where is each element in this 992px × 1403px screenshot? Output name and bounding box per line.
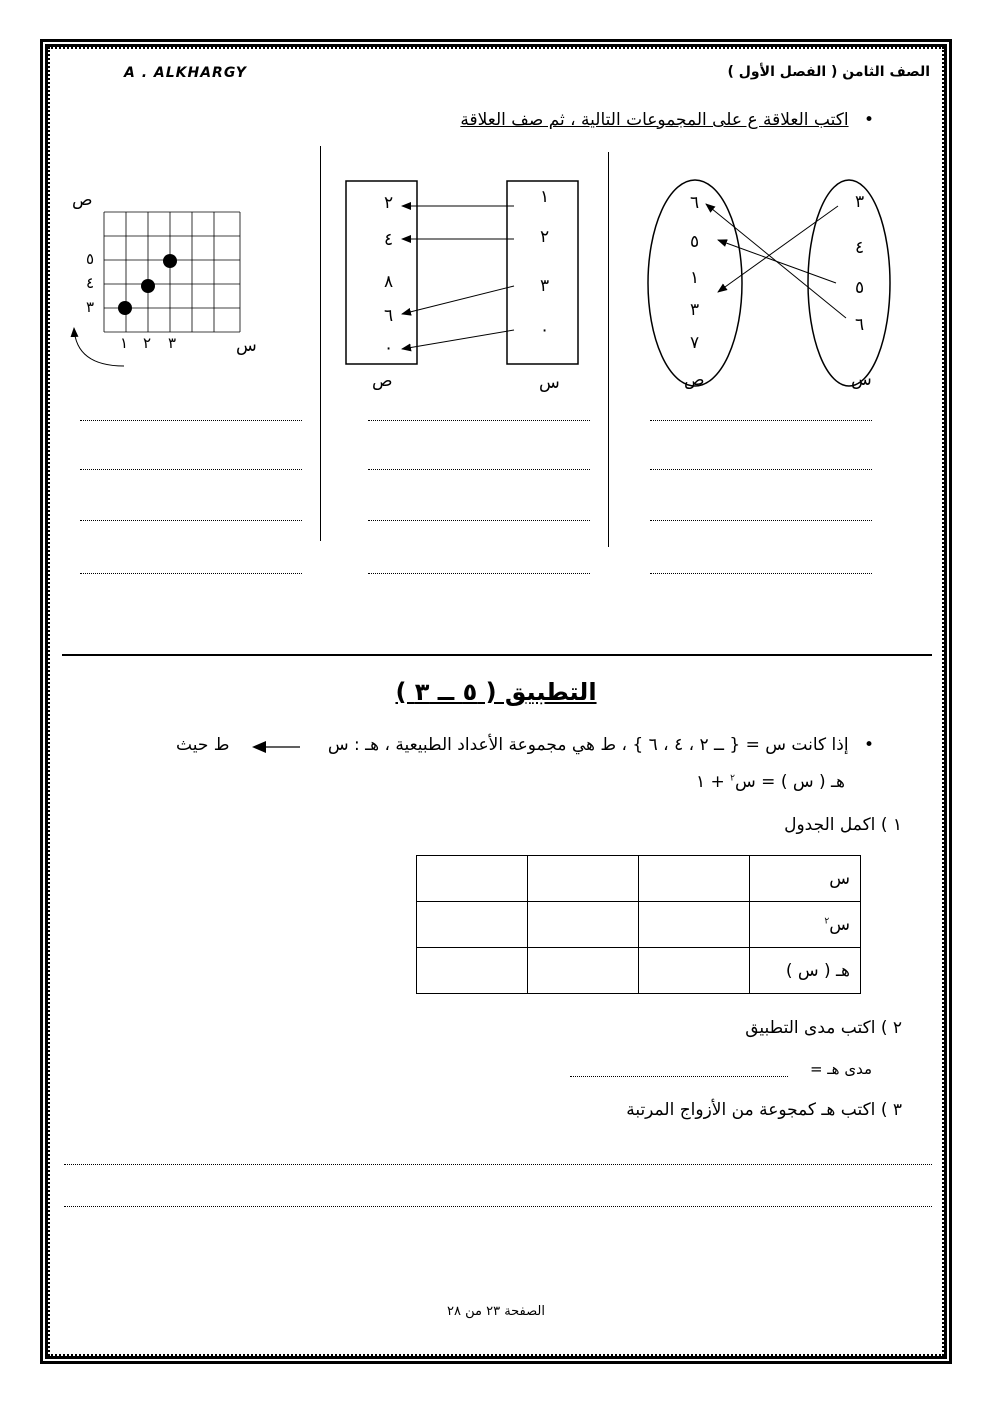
function-table bbox=[416, 855, 861, 994]
table-cell[interactable] bbox=[417, 856, 528, 902]
arrow-0-to-0 bbox=[402, 330, 514, 349]
box-domain-3: ٣ bbox=[540, 276, 550, 296]
answer-line[interactable] bbox=[64, 1206, 932, 1207]
oval-codomain-5: ٧ bbox=[690, 333, 700, 353]
table-cell[interactable] bbox=[528, 856, 639, 902]
answer-line[interactable] bbox=[368, 420, 590, 421]
rule-end: + ١ bbox=[695, 772, 731, 792]
answer-line[interactable] bbox=[80, 520, 302, 521]
question-1: ١ ) اكمل الجدول bbox=[784, 815, 902, 835]
function-rule bbox=[696, 772, 845, 792]
question-2: ٢ ) اكتب مدى التطبيق bbox=[745, 1018, 902, 1038]
answer-line[interactable] bbox=[368, 520, 590, 521]
section-separator bbox=[62, 654, 932, 656]
answer-line[interactable] bbox=[650, 469, 872, 470]
box-codomain-3: ٨ bbox=[384, 272, 394, 292]
box-codomain-label: ص bbox=[372, 371, 393, 391]
table-cell[interactable] bbox=[528, 948, 639, 994]
table-row bbox=[417, 902, 861, 948]
intro-text: إذا كانت س = { ــ ٢ ، ٤ ، ٦ } ، ط هي مجموعة الأعداد الطبيعية ، هـ : س bbox=[327, 735, 849, 755]
answer-line[interactable] bbox=[80, 420, 302, 421]
row-label-fx: هـ ( س ) bbox=[750, 948, 861, 994]
section-title: التطبيق ( ٥ ــ ٣ ) bbox=[395, 678, 597, 706]
table-cell[interactable] bbox=[639, 902, 750, 948]
oval-codomain-label: ص bbox=[684, 370, 705, 390]
arrow-3-to-3 bbox=[718, 206, 838, 292]
oval-domain-4: ٦ bbox=[855, 315, 865, 335]
intro-end: ط حيث bbox=[176, 735, 230, 755]
rule-exponent: ٢ bbox=[730, 773, 736, 784]
oval-domain-3: ٥ bbox=[855, 278, 865, 298]
arrow-6-to-6 bbox=[706, 204, 846, 318]
graph-y-tick-5: ٥ bbox=[86, 250, 95, 268]
answer-line[interactable] bbox=[368, 573, 590, 574]
graph-x-tick-2: ٢ bbox=[143, 334, 152, 352]
box-codomain-5: ٠ bbox=[384, 338, 394, 358]
graph-y-tick-4: ٤ bbox=[86, 274, 95, 292]
row-label-x: س bbox=[750, 856, 861, 902]
box-domain-1: ١ bbox=[540, 187, 550, 207]
problem-intro bbox=[328, 735, 874, 755]
graph-y-tick-3: ٣ bbox=[86, 298, 95, 316]
page-header-title: الصف الثامن ( الفصل الأول ) bbox=[727, 64, 930, 80]
point-1-3 bbox=[118, 301, 132, 315]
answer-line[interactable] bbox=[80, 573, 302, 574]
oval-codomain-2: ٥ bbox=[690, 232, 700, 252]
answer-line[interactable] bbox=[368, 469, 590, 470]
oval-domain-label: س bbox=[851, 370, 872, 390]
graph-x-label: س bbox=[236, 336, 257, 356]
answer-line[interactable] bbox=[650, 420, 872, 421]
box-codomain-4: ٦ bbox=[384, 306, 394, 326]
point-2-4 bbox=[141, 279, 155, 293]
box-domain-2: ٢ bbox=[540, 227, 550, 247]
box-codomain-1: ٢ bbox=[384, 193, 394, 213]
author-name: A . ALKHARGY bbox=[124, 65, 247, 81]
codomain-box bbox=[346, 181, 417, 364]
range-label: مدى هـ = bbox=[809, 1060, 872, 1078]
table-cell[interactable] bbox=[417, 948, 528, 994]
diagrams-canvas bbox=[0, 0, 992, 620]
box-codomain-2: ٤ bbox=[384, 230, 394, 250]
graph-x-tick-3: ٣ bbox=[168, 334, 177, 352]
oval-codomain-1: ٦ bbox=[690, 193, 700, 213]
page-number: الصفحة ٢٣ من ٢٨ bbox=[447, 1304, 545, 1319]
instruction-text: اكتب العلاقة ع على المجموعات التالية ، ثم صف العلاقة bbox=[460, 110, 849, 130]
oval-codomain-3: ١ bbox=[690, 268, 700, 288]
mapping-arrow bbox=[252, 740, 302, 754]
table-cell[interactable] bbox=[417, 902, 528, 948]
graph-y-label: ص bbox=[72, 190, 93, 210]
bullet: • bbox=[863, 735, 874, 755]
answer-line[interactable] bbox=[64, 1164, 932, 1165]
table-row bbox=[417, 856, 861, 902]
curved-arrow bbox=[74, 328, 124, 366]
question-3: ٣ ) اكتب هـ كمجوعة من الأزواج المرتبة bbox=[626, 1100, 902, 1120]
box-domain-label: س bbox=[539, 373, 560, 393]
answer-line[interactable] bbox=[650, 573, 872, 574]
range-answer-line[interactable] bbox=[570, 1076, 788, 1077]
table-cell[interactable] bbox=[528, 902, 639, 948]
point-3-5 bbox=[163, 254, 177, 268]
rule-text: هـ ( س ) = س bbox=[735, 772, 845, 792]
oval-domain-1: ٣ bbox=[855, 192, 865, 212]
arrow-3-to-6 bbox=[402, 286, 514, 314]
answer-line[interactable] bbox=[80, 469, 302, 470]
row-label-text: س bbox=[829, 914, 850, 935]
bullet: • bbox=[863, 110, 874, 130]
table-cell[interactable] bbox=[639, 856, 750, 902]
table-row bbox=[417, 948, 861, 994]
graph-x-tick-1: ١ bbox=[120, 334, 129, 352]
oval-domain-2: ٤ bbox=[855, 238, 865, 258]
table-cell[interactable] bbox=[639, 948, 750, 994]
row-label-x-squared bbox=[750, 902, 861, 948]
domain-oval bbox=[808, 180, 890, 386]
oval-codomain-4: ٣ bbox=[690, 300, 700, 320]
box-domain-4: ٠ bbox=[540, 320, 550, 340]
answer-line[interactable] bbox=[650, 520, 872, 521]
row-label-exponent: ٢ bbox=[824, 915, 830, 926]
